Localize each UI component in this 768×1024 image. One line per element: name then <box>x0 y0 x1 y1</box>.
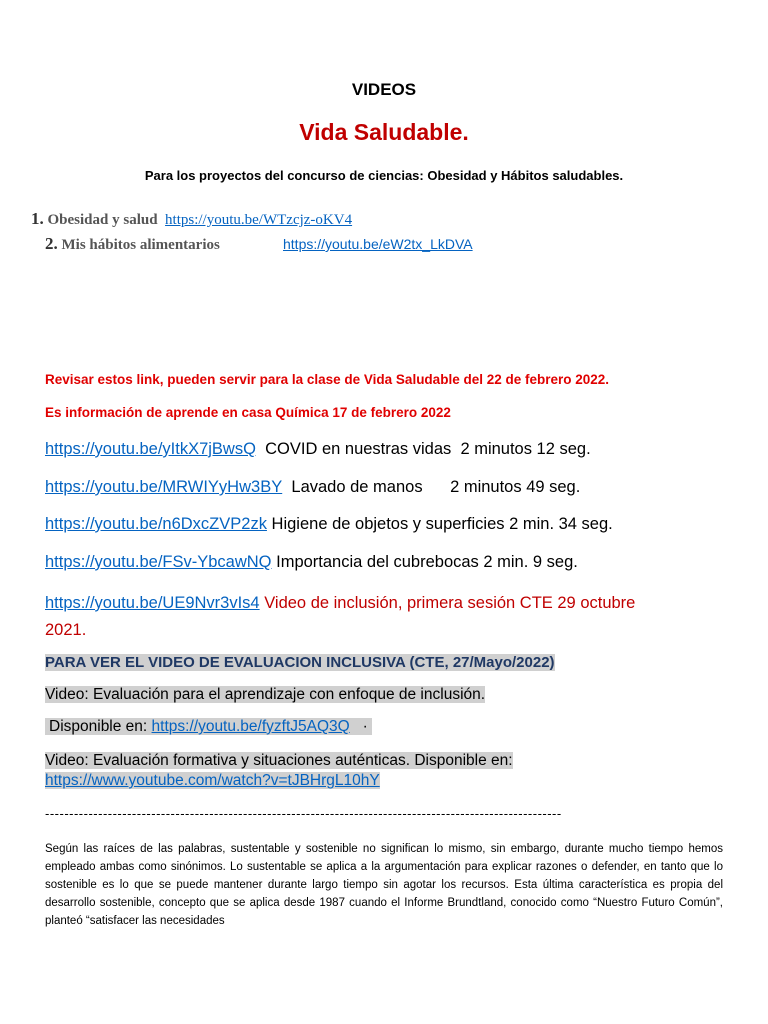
video-link[interactable]: https://youtu.be/n6DxcZVP2zk <box>45 515 267 533</box>
video-link-habitos[interactable]: https://youtu.be/eW2tx_LkDVA <box>283 236 473 252</box>
list-item <box>31 209 352 229</box>
list-number: 1. <box>31 209 44 228</box>
page-title: VIDEOS <box>351 80 417 99</box>
video-row <box>45 515 613 534</box>
page-subtitle: Vida Saludable. <box>299 119 469 145</box>
availability-label: Disponible en: <box>49 718 148 735</box>
video-desc: Higiene de objetos y superficies 2 min. 34 seg. <box>271 515 613 533</box>
video-desc: Lavado de manos 2 minutos 49 seg. <box>291 478 581 496</box>
video-row <box>45 590 635 644</box>
evaluation-heading: PARA VER EL VIDEO DE EVALUACION INCLUSIVA (CTE, 27/Mayo/2022) <box>45 654 555 671</box>
video-row <box>45 553 578 572</box>
evaluation-video1-link[interactable]: https://youtu.be/fyzftJ5AQ3Q <box>151 718 350 735</box>
intro-text: Para los proyectos del concurso de ciencias: Obesidad y Hábitos saludables. <box>144 168 624 183</box>
note-text: Es información de aprende en casa Química 17 de febrero 2022 <box>45 405 451 420</box>
separator: ----------------------------------------------------------------------------------------------------------- <box>45 806 562 821</box>
video-desc: Video de inclusión, primera sesión CTE 29 octubre <box>264 594 636 612</box>
video-link-obesidad[interactable]: https://youtu.be/WTzcjz-oKV4 <box>165 212 353 228</box>
list-item <box>45 234 473 254</box>
video-row <box>45 440 591 459</box>
video-link[interactable]: https://youtu.be/MRWIYyHw3BY <box>45 478 283 496</box>
evaluation-video2-link[interactable]: https://www.youtube.com/watch?v=tJBHrgL10hY <box>45 772 380 789</box>
evaluation-video2-title: Video: Evaluación formativa y situaciones auténticas. Disponible en: <box>45 752 513 769</box>
evaluation-video1-availability <box>45 718 372 736</box>
video-desc-cont: 2021. <box>45 621 87 639</box>
evaluation-video2 <box>45 751 513 791</box>
list-label: Obesidad y salud <box>47 212 158 228</box>
body-paragraph: Según las raíces de las palabras, sustentable y sostenible no significan lo mismo, sin embargo, durante mucho tiempo hemos empleado ambas como sinónimos. Lo sustentable se aplica a la argumentación para explicar razones o defender, en tanto que lo sostenible es lo que se puede mantener durante largo tiempo sin agotar los recursos. Esta última característica es propia del desarrollo sostenible, concepto que se aplica desde 1987 cuando el Informe Brundtland, conocido como “Nuestro Futuro Común”, planteó “satisfacer las necesidades <box>45 843 723 927</box>
video-desc: COVID en nuestras vidas 2 minutos 12 seg. <box>265 440 591 458</box>
bullet: · <box>362 718 368 735</box>
video-desc: Importancia del cubrebocas 2 min. 9 seg. <box>276 553 578 571</box>
video-link[interactable]: https://youtu.be/UE9Nvr3vIs4 <box>45 594 260 612</box>
video-link[interactable]: https://youtu.be/yItkX7jBwsQ <box>45 440 256 458</box>
list-number: 2. <box>45 234 58 253</box>
note-text: Revisar estos link, pueden servir para la clase de Vida Saludable del 22 de febrero 2022. <box>45 372 610 387</box>
evaluation-video1-title: Video: Evaluación para el aprendizaje con enfoque de inclusión. <box>45 686 486 703</box>
video-row <box>45 478 580 497</box>
video-link[interactable]: https://youtu.be/FSv-YbcawNQ <box>45 553 272 571</box>
list-label: Mis hábitos alimentarios <box>61 237 220 253</box>
